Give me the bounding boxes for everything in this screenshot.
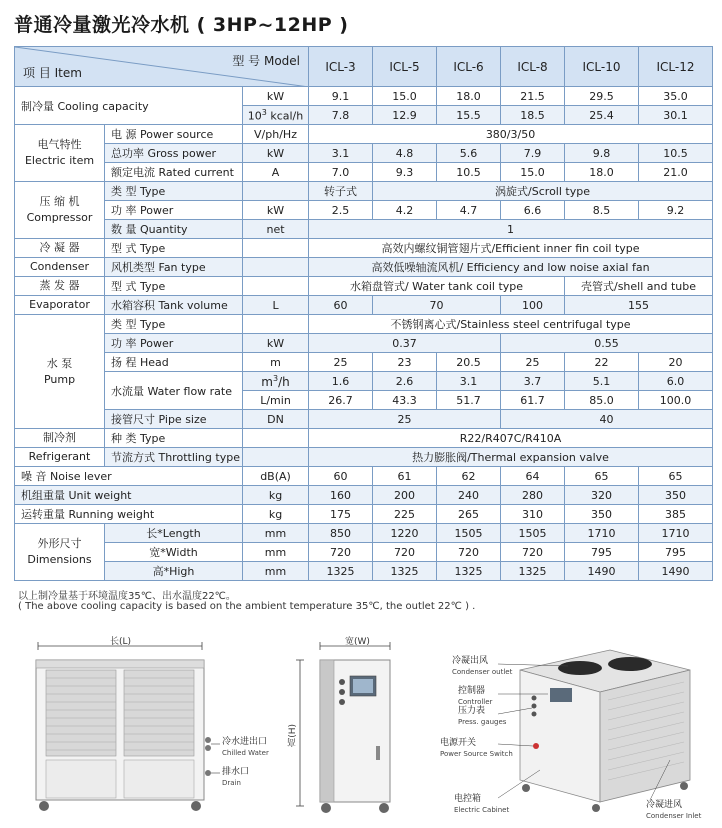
value-cell: 1.6	[309, 372, 373, 391]
value-cell: 18.5	[501, 106, 565, 125]
refrigerant-group-label-cn: 制冷剂	[15, 429, 105, 448]
header-corner	[15, 47, 309, 87]
width-dimension-label: 宽(W)	[345, 637, 370, 647]
value-cell: 20.5	[437, 353, 501, 372]
gross-power-row	[15, 144, 713, 163]
value-cell: 160	[309, 486, 373, 505]
compressor-group-label: 压 缩 机 Compressor	[15, 182, 105, 239]
width-row	[15, 543, 713, 562]
unit-cell: dB(A)	[243, 467, 309, 486]
length-dimension-label: 长(L)	[110, 637, 132, 647]
value-cell: 1710	[565, 524, 639, 543]
length-row	[15, 524, 713, 543]
unit-cell: V/ph/Hz	[243, 125, 309, 144]
value-cell: 60	[309, 467, 373, 486]
value-cell: 175	[309, 505, 373, 524]
value-cell: 1325	[437, 562, 501, 581]
controller-callout: 控制器 Controller	[458, 686, 493, 706]
unit-cell: m	[243, 353, 309, 372]
noise-row	[15, 467, 713, 486]
value-cell: 61.7	[501, 391, 565, 410]
value-cell: 15.5	[437, 106, 501, 125]
value-cell: 25	[501, 353, 565, 372]
unit-cell	[243, 315, 309, 334]
unit-cell: kg	[243, 505, 309, 524]
unit-cell: kW	[243, 144, 309, 163]
compressor-type-row	[15, 182, 713, 201]
chilled-water-callout: 冷水进出口 Chilled Water	[222, 737, 269, 757]
flow-m3h-row	[15, 372, 713, 391]
note-en: ( The above cooling capacity is based on the ambient temperature 35℃, the outlet 22℃ ) .	[18, 601, 476, 612]
item-label: 项 目 Item	[23, 66, 82, 80]
model-header: ICL-10	[565, 47, 639, 87]
row-label: 长*Length	[105, 524, 243, 543]
condenser-inlet-callout: 冷凝进风 Condenser Inlet	[646, 800, 702, 820]
value-cell: 2.5	[309, 201, 373, 220]
value-cell: 1710	[639, 524, 713, 543]
value-cell: 12.9	[373, 106, 437, 125]
value-cell: 310	[501, 505, 565, 524]
value-cell: 9.3	[373, 163, 437, 182]
value-cell: 385	[639, 505, 713, 524]
value-cell: 265	[437, 505, 501, 524]
unit-cell	[243, 258, 309, 277]
value-cell: 6.6	[501, 201, 565, 220]
row-label: 机组重量 Unit weight	[15, 486, 243, 505]
unit-cell: A	[243, 163, 309, 182]
pump-group-label: 水 泵 Pump	[15, 315, 105, 429]
row-label: 功 率 Power	[105, 334, 243, 353]
row-label: 种 类 Type	[105, 429, 243, 448]
front-view-drawing	[20, 632, 280, 822]
value-cell: 720	[501, 543, 565, 562]
gauges-callout: 压力表 Press. gauges	[458, 706, 507, 726]
value-cell: 61	[373, 467, 437, 486]
value-cell: 8.5	[565, 201, 639, 220]
row-label: 水箱容积 Tank volume	[105, 296, 243, 315]
cooling-kw-row	[15, 87, 713, 106]
row-label: 类 型 Type	[105, 315, 243, 334]
value-cell: 不锈钢离心式/Stainless steel centrifugal type	[309, 315, 713, 334]
unit-cell: kg	[243, 486, 309, 505]
tank-volume-row	[15, 296, 713, 315]
value-cell: 25	[309, 353, 373, 372]
value-cell: 35.0	[639, 87, 713, 106]
side-view-drawing	[290, 634, 410, 822]
front-view-figure	[20, 632, 280, 822]
value-cell: 350	[565, 505, 639, 524]
value-cell: 2.6	[373, 372, 437, 391]
row-label: 型 式 Type	[105, 277, 243, 296]
value-cell: 7.0	[309, 163, 373, 182]
row-label: 型 式 Type	[105, 239, 243, 258]
row-label: 数 量 Quantity	[105, 220, 243, 239]
row-label: 接管尺寸 Pipe size	[105, 410, 243, 429]
value-cell: 25	[309, 410, 501, 429]
unit-cell: kW	[243, 201, 309, 220]
spec-table	[14, 46, 713, 581]
value-cell: 水箱盘管式/ Water tank coil type	[309, 277, 565, 296]
row-label: 高*High	[105, 562, 243, 581]
row-label: 风机类型 Fan type	[105, 258, 243, 277]
row-label: 噪 音 Noise lever	[15, 467, 243, 486]
row-label: 扬 程 Head	[105, 353, 243, 372]
value-cell: 100.0	[639, 391, 713, 410]
isometric-view-figure	[440, 640, 710, 824]
throttling-row	[15, 448, 713, 467]
value-cell: 26.7	[309, 391, 373, 410]
value-cell: 高效低噪轴流风机/ Efficiency and low noise axial fan	[309, 258, 713, 277]
value-cell: 5.6	[437, 144, 501, 163]
value-cell: 720	[437, 543, 501, 562]
value-cell: 1325	[309, 562, 373, 581]
power-switch-callout: 电源开关 Power Source Switch	[440, 738, 513, 758]
condenser-outlet-callout: 冷凝出风 Condenser outlet	[452, 656, 513, 676]
drain-callout: 排水口 Drain	[222, 767, 250, 787]
unit-cell: mm	[243, 543, 309, 562]
unit-cell	[243, 448, 309, 467]
model-label: 型 号 Model	[232, 54, 301, 68]
value-cell: 20	[639, 353, 713, 372]
header-row	[15, 47, 713, 87]
row-label: 节流方式 Throttling type	[105, 448, 243, 467]
unit-cell	[243, 182, 309, 201]
page-title: 普通冷量激光冷水机 ( 3HP~12HP )	[14, 14, 349, 36]
value-cell: 29.5	[565, 87, 639, 106]
value-cell: 21.0	[639, 163, 713, 182]
value-cell: 1490	[565, 562, 639, 581]
unit-cell	[243, 239, 309, 258]
value-cell: 15.0	[501, 163, 565, 182]
value-cell: 225	[373, 505, 437, 524]
value-cell: 720	[309, 543, 373, 562]
dimensions-group-label: 外形尺寸 Dimensions	[15, 524, 105, 581]
value-cell: 85.0	[565, 391, 639, 410]
power-source-row	[15, 125, 713, 144]
row-label: 水流量 Water flow rate	[105, 372, 243, 410]
value-cell: 850	[309, 524, 373, 543]
model-header: ICL-6	[437, 47, 501, 87]
row-label: 宽*Width	[105, 543, 243, 562]
value-cell: 转子式	[309, 182, 373, 201]
value-cell: 高效内螺纹铜管翅片式/Efficient inner fin coil type	[309, 239, 713, 258]
row-label: 类 型 Type	[105, 182, 243, 201]
pipe-size-row	[15, 410, 713, 429]
value-cell: 40	[501, 410, 713, 429]
value-cell: 0.37	[309, 334, 501, 353]
value-cell: 60	[309, 296, 373, 315]
value-cell: 10.5	[639, 144, 713, 163]
condenser-group-label-cn: 冷 凝 器	[15, 239, 105, 258]
pump-power-row	[15, 334, 713, 353]
refrigerant-group-label-en: Refrigerant	[15, 448, 105, 467]
value-cell: 65	[639, 467, 713, 486]
model-header: ICL-5	[373, 47, 437, 87]
unit-weight-row	[15, 486, 713, 505]
model-header: ICL-8	[501, 47, 565, 87]
value-cell: 200	[373, 486, 437, 505]
pump-type-row	[15, 315, 713, 334]
unit-cell: mm	[243, 524, 309, 543]
value-cell: 1325	[373, 562, 437, 581]
value-cell: 热力膨胀阀/Thermal expansion valve	[309, 448, 713, 467]
compressor-power-row	[15, 201, 713, 220]
value-cell: 240	[437, 486, 501, 505]
electric-cabinet-callout: 电控箱 Electric Cabinet	[454, 794, 510, 814]
value-cell: 51.7	[437, 391, 501, 410]
value-cell: 4.7	[437, 201, 501, 220]
value-cell: 4.2	[373, 201, 437, 220]
evaporator-group-label-en: Evaporator	[15, 296, 105, 315]
value-cell: 18.0	[437, 87, 501, 106]
value-cell: 1325	[501, 562, 565, 581]
value-cell: 380/3/50	[309, 125, 713, 144]
value-cell: 9.1	[309, 87, 373, 106]
value-cell: 155	[565, 296, 713, 315]
value-cell: 43.3	[373, 391, 437, 410]
value-cell: 1505	[501, 524, 565, 543]
value-cell: 10.5	[437, 163, 501, 182]
value-cell: 9.2	[639, 201, 713, 220]
value-cell: 6.0	[639, 372, 713, 391]
value-cell: 62	[437, 467, 501, 486]
condenser-group-label-en: Condenser	[15, 258, 105, 277]
value-cell: 64	[501, 467, 565, 486]
value-cell: 0.55	[501, 334, 713, 353]
value-cell: 9.8	[565, 144, 639, 163]
running-weight-row	[15, 505, 713, 524]
value-cell: 100	[501, 296, 565, 315]
value-cell: 涡旋式/Scroll type	[373, 182, 713, 201]
value-cell: 3.7	[501, 372, 565, 391]
value-cell: 18.0	[565, 163, 639, 182]
value-cell: 795	[565, 543, 639, 562]
model-header: ICL-12	[639, 47, 713, 87]
value-cell: 7.9	[501, 144, 565, 163]
compressor-quantity-row	[15, 220, 713, 239]
value-cell: 5.1	[565, 372, 639, 391]
unit-cell: net	[243, 220, 309, 239]
value-cell: 350	[639, 486, 713, 505]
value-cell: 21.5	[501, 87, 565, 106]
side-view-figure	[290, 634, 410, 822]
unit-cell: $10^3$ kcal/h	[243, 106, 309, 125]
row-label: 功 率 Power	[105, 201, 243, 220]
condenser-fan-row	[15, 258, 713, 277]
electric-group-label: 电气特性 Electric item	[15, 125, 105, 182]
value-cell: R22/R407C/R410A	[309, 429, 713, 448]
pump-head-row	[15, 353, 713, 372]
value-cell: 1490	[639, 562, 713, 581]
unit-cell: DN	[243, 410, 309, 429]
value-cell: 25.4	[565, 106, 639, 125]
unit-cell: kW	[243, 334, 309, 353]
unit-cell: L/min	[243, 391, 309, 410]
value-cell: 320	[565, 486, 639, 505]
value-cell: 壳管式/shell and tube	[565, 277, 713, 296]
row-label: 运转重量 Running weight	[15, 505, 243, 524]
row-label: 额定电流 Rated current	[105, 163, 243, 182]
condenser-type-row	[15, 239, 713, 258]
unit-cell	[243, 429, 309, 448]
unit-cell: kW	[243, 87, 309, 106]
value-cell: 1505	[437, 524, 501, 543]
evaporator-group-label-cn: 蒸 发 器	[15, 277, 105, 296]
value-cell: 1220	[373, 524, 437, 543]
refrigerant-kind-row	[15, 429, 713, 448]
height-dimension-label: 高(H)	[288, 724, 298, 747]
value-cell: 3.1	[309, 144, 373, 163]
model-header: ICL-3	[309, 47, 373, 87]
value-cell: 795	[639, 543, 713, 562]
value-cell: 65	[565, 467, 639, 486]
value-cell: 30.1	[639, 106, 713, 125]
value-cell: 3.1	[437, 372, 501, 391]
value-cell: 280	[501, 486, 565, 505]
unit-cell: $m^3/h$	[243, 372, 309, 391]
unit-cell: mm	[243, 562, 309, 581]
value-cell: 1	[309, 220, 713, 239]
value-cell: 4.8	[373, 144, 437, 163]
value-cell: 70	[373, 296, 501, 315]
high-row	[15, 562, 713, 581]
value-cell: 7.8	[309, 106, 373, 125]
cooling-capacity-label: 制冷量 Cooling capacity	[15, 87, 243, 125]
value-cell: 23	[373, 353, 437, 372]
value-cell: 22	[565, 353, 639, 372]
rated-current-row	[15, 163, 713, 182]
evaporator-type-row	[15, 277, 713, 296]
value-cell: 15.0	[373, 87, 437, 106]
note-cn: 以上制冷量基于环境温度35℃、出水温度22℃。	[18, 591, 236, 602]
unit-cell	[243, 277, 309, 296]
unit-cell: L	[243, 296, 309, 315]
row-label: 电 源 Power source	[105, 125, 243, 144]
value-cell: 720	[373, 543, 437, 562]
row-label: 总功率 Gross power	[105, 144, 243, 163]
